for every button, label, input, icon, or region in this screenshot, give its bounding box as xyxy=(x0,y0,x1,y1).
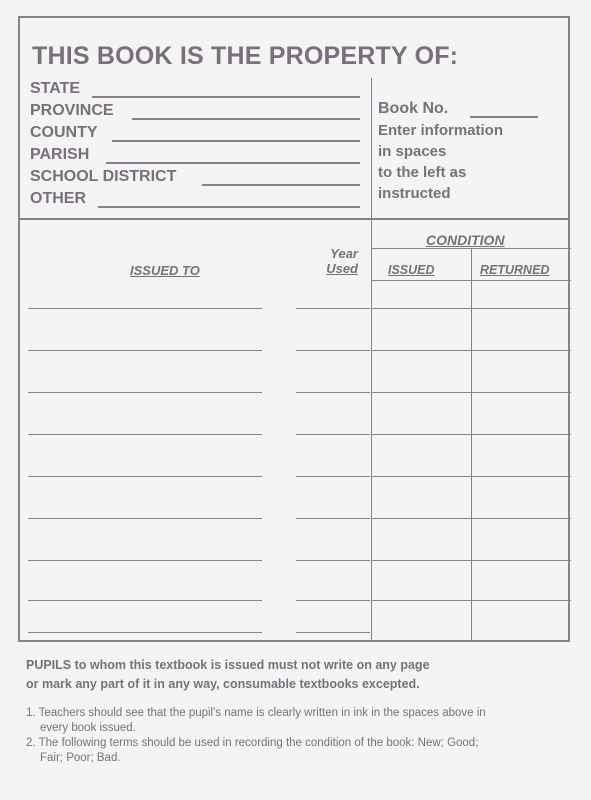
field-label-state: STATE xyxy=(30,80,81,97)
field-label-county: COUNTY xyxy=(30,124,98,141)
form-title: THIS BOOK IS THE PROPERTY OF: xyxy=(32,42,459,70)
instruction-line-1: Enter information xyxy=(378,122,504,139)
note-2-line-2: Fair; Poor; Bad. xyxy=(40,752,121,764)
issued-to-header: ISSUED TO xyxy=(130,263,200,278)
note-1-line-2: every book issued. xyxy=(40,722,136,734)
used-label: Used xyxy=(326,261,358,276)
note-2-line-1: 2. The following terms should be used in recording the condition of the book: New; Good; xyxy=(26,737,479,749)
top-divider xyxy=(371,78,372,218)
returned-header: RETURNED xyxy=(480,263,550,277)
note-1-line-1: 1. Teachers should see that the pupil's name is clearly written in ink in the spaces above in xyxy=(26,707,486,719)
instruction-line-2: in spaces xyxy=(378,143,447,160)
section-separator xyxy=(20,218,568,220)
province-input-line[interactable] xyxy=(132,118,360,120)
condition-header: CONDITION xyxy=(426,232,505,248)
pupil-notice xyxy=(26,656,430,694)
year-label: Year xyxy=(330,246,358,261)
field-label-parish: PARISH xyxy=(30,146,90,163)
other-input-line[interactable] xyxy=(98,206,360,208)
property-form-frame xyxy=(18,16,570,642)
condition-left-border xyxy=(371,218,372,642)
notice-line-1: PUPILS to whom this textbook is issued must not write on any page xyxy=(26,658,430,672)
state-input-line[interactable] xyxy=(92,96,360,98)
condition-subheader-line xyxy=(371,248,571,249)
book-no-label: Book No. xyxy=(378,100,449,117)
year-used-header xyxy=(322,246,358,276)
field-label-province: PROVINCE xyxy=(30,102,114,119)
county-input-line[interactable] xyxy=(112,140,360,142)
instruction-line-3: to the left as xyxy=(378,164,467,181)
school-district-input-line[interactable] xyxy=(202,184,360,186)
field-label-other: OTHER xyxy=(30,190,86,207)
book-no-input-line[interactable] xyxy=(470,116,538,118)
instructions-text xyxy=(378,120,503,204)
parish-input-line[interactable] xyxy=(106,162,360,164)
instruction-line-4: instructed xyxy=(378,185,451,202)
field-label-school-district: SCHOOL DISTRICT xyxy=(30,168,177,185)
notice-line-2: or mark any part of it in any way, consumable textbooks excepted. xyxy=(26,677,420,691)
condition-header-bottom xyxy=(371,280,571,281)
issued-header: ISSUED xyxy=(388,263,435,277)
teacher-notes xyxy=(26,706,571,766)
